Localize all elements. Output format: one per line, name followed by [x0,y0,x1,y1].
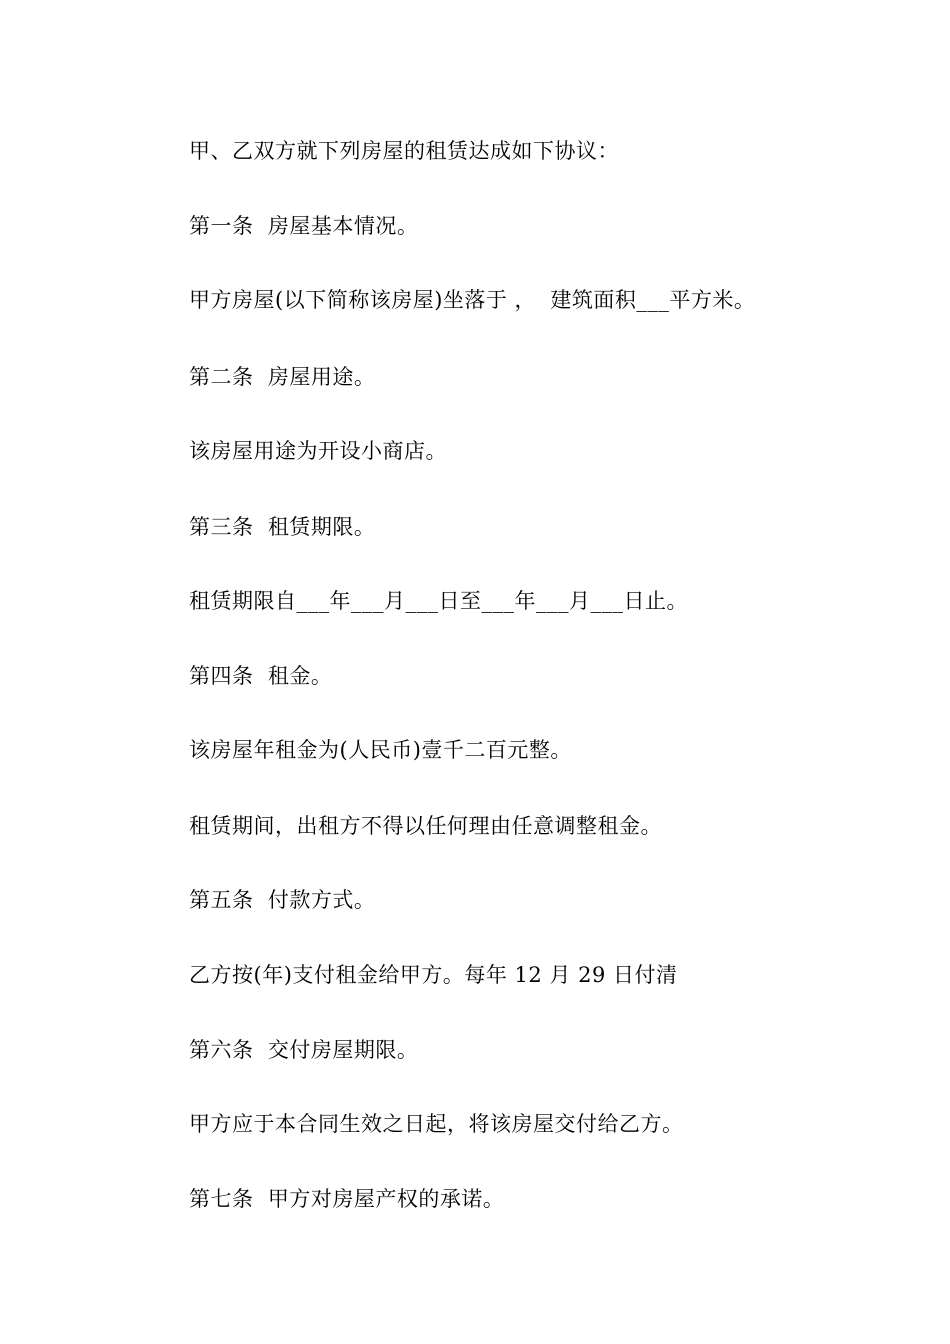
paragraph-payment-method: 乙方按(年)支付租金给甲方。每年 12 月 29 日付清 [189,963,678,987]
article-7-heading: 第七条 甲方对房屋产权的承诺。 [189,1187,505,1211]
article-3-heading: 第三条 租赁期限。 [189,515,376,539]
paragraph-house-location: 甲方房屋(以下简称该房屋)坐落于 ， 建筑面积___平方米。 [189,288,756,312]
paragraph-annual-rent: 该房屋年租金为(人民币)壹千二百元整。 [189,738,572,762]
article-6-heading: 第六条 交付房屋期限。 [189,1038,419,1062]
article-2-heading: 第二条 房屋用途。 [189,365,376,389]
paragraph-house-use: 该房屋用途为开设小商店。 [189,439,447,463]
paragraph-delivery: 甲方应于本合同生效之日起，将该房屋交付给乙方。 [189,1112,684,1136]
article-4-heading: 第四条 租金。 [189,664,333,688]
paragraph-lease-term: 租赁期限自___年___月___日至___年___月___日止。 [189,589,688,613]
paragraph-intro: 甲、乙双方就下列房屋的租赁达成如下协议： [189,139,619,163]
article-5-heading: 第五条 付款方式。 [189,888,376,912]
article-1-heading: 第一条 房屋基本情况。 [189,214,419,238]
paragraph-rent-adjustment: 租赁期间，出租方不得以任何理由任意调整租金。 [189,814,662,838]
